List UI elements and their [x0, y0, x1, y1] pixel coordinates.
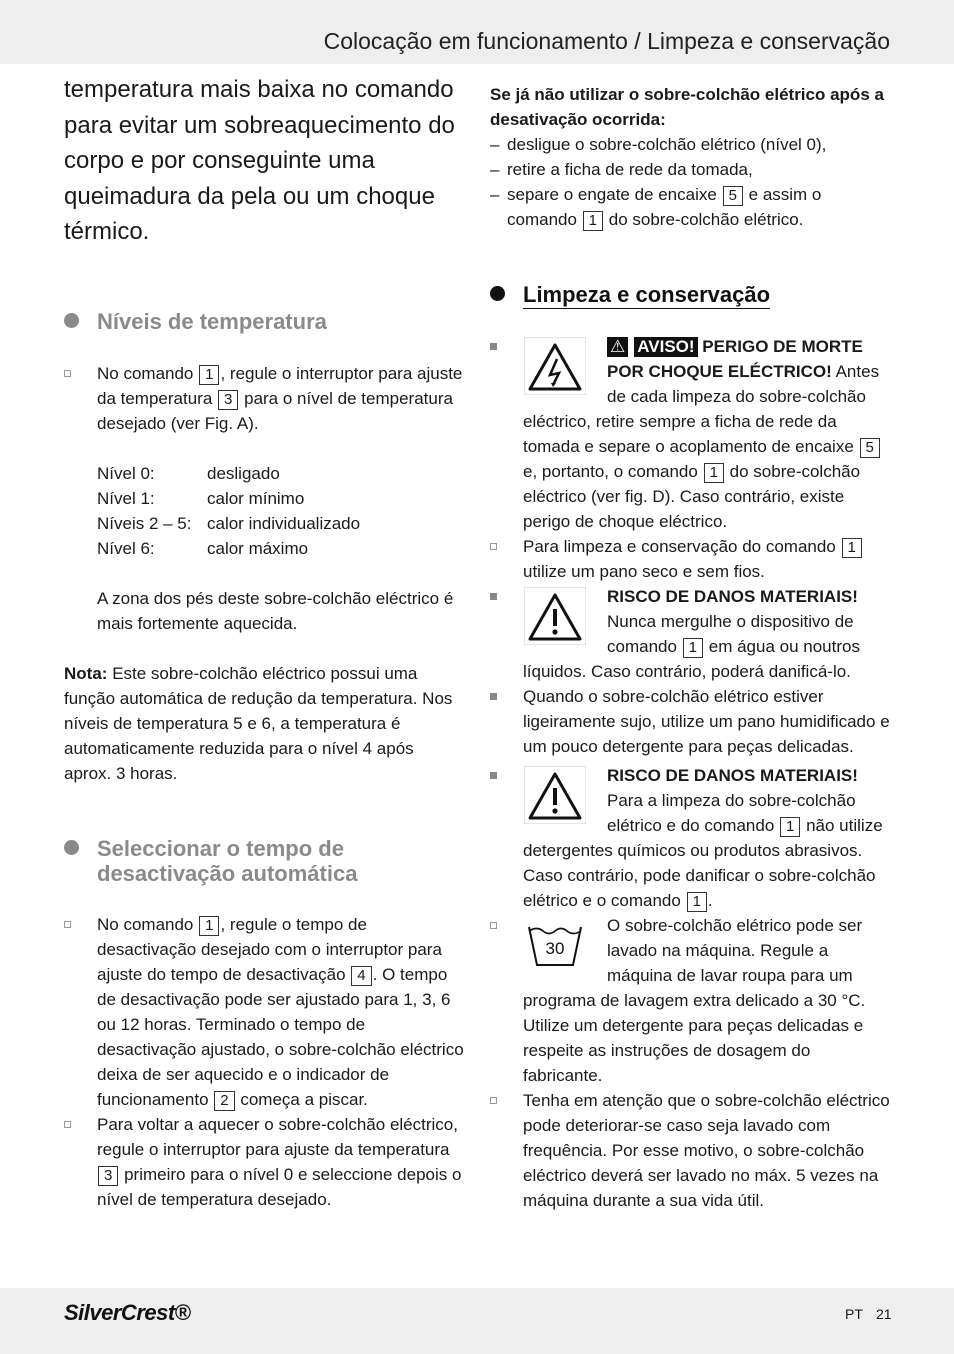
levels-list: [64, 461, 464, 561]
dash: –: [490, 160, 500, 179]
level-desc: calor mínimo: [207, 488, 305, 508]
level-desc: calor máximo: [207, 538, 309, 558]
text: Para voltar a aquecer o sobre-colchão eléctrico, regule o interruptor para ajuste da temperatura: [97, 1114, 458, 1159]
ref-number: 1: [683, 638, 703, 658]
text: Para a limpeza do sobre-colchão elétrico e do comando: [607, 791, 856, 835]
level-row: [97, 536, 464, 561]
text: , regule o tempo de desactivação desejado com o interruptor para ajuste do tempo de desactivação: [97, 914, 442, 984]
section-title: Limpeza e conservação: [523, 282, 771, 307]
warning-title: PERIGO DE MORTE POR CHOQUE ELÉCTRICO!: [607, 337, 863, 381]
warning-icon: [523, 763, 587, 827]
checkbox-bullet: [490, 922, 497, 929]
dash-item: [490, 157, 890, 182]
list-item: [64, 361, 464, 436]
after-off-title: Se já não utilizar o sobre-colchão elétrico após a desativação ocorrida:: [490, 85, 884, 129]
text: para o nível de temperatura desejado (ver Fig. A).: [97, 388, 453, 433]
text: e, portanto, o comando: [523, 462, 698, 481]
intro-text: temperatura mais baixa no comando para evitar um sobreaquecimento do corpo e por conseguinte uma queimadura da pela ou um choque térmico.: [64, 76, 455, 245]
bullet-dot: [490, 286, 505, 301]
text: Quando o sobre-colchão elétrico estiver ligeiramente sujo, utilize um pano humidificado e um pouco detergente para peças delicadas.: [523, 687, 890, 756]
text: não utilize detergentes químicos ou produtos abrasivos. Caso contrário, pode danificar o sobre-colchão elétrico e o comando: [523, 816, 883, 910]
page-language: PT: [845, 1306, 863, 1322]
checkbox-bullet: [490, 543, 497, 550]
section-title: Seleccionar o tempo de desactivação automática: [97, 835, 358, 886]
text: Para limpeza e conservação do comando: [523, 537, 836, 556]
right-column: [490, 70, 890, 1213]
page-number: 21: [876, 1306, 892, 1322]
level-row: [97, 511, 464, 536]
ref-number: 3: [218, 390, 238, 410]
level-desc: calor individualizado: [207, 513, 361, 533]
ref-number: 1: [687, 892, 707, 912]
ref-number: 3: [98, 1166, 118, 1186]
warning-item: [490, 334, 890, 534]
warning-icon: ⚠: [607, 337, 628, 357]
text: do sobre-colchão elétrico.: [608, 210, 804, 229]
filled-bullet: [490, 693, 497, 700]
note-label: Nota:: [64, 663, 108, 683]
level-name: Nível 6:: [97, 538, 155, 558]
text: e assim o comando: [507, 185, 822, 229]
text: em água ou noutros líquidos. Caso contrário, poderá danificá-lo.: [523, 637, 860, 681]
level-row: [97, 461, 464, 486]
text: . O tempo de desactivação pode ser ajustado para 1, 3, 6 ou 12 horas. Terminado o tempo de desactivação ajustado, o sobre-colchão eléctrico deixa de ser aquecido e o indicador de funcionamento: [97, 964, 464, 1109]
filled-bullet: [490, 772, 497, 779]
risk-title: RISCO DE DANOS MATERIAIS!: [607, 766, 858, 785]
feet-note: A zona dos pés deste sobre-colchão eléctrico é mais fortemente aquecida.: [97, 588, 454, 633]
page-header-title: Colocação em funcionamento / Limpeza e conservação: [323, 28, 890, 54]
warning-badge: AVISO!: [634, 337, 697, 357]
level-name: Nível 0:: [97, 463, 155, 483]
ref-number: 1: [583, 211, 603, 231]
text: desligue o sobre-colchão elétrico (nível 0),: [507, 135, 827, 154]
ref-number: 5: [860, 438, 880, 458]
text: No comando: [97, 914, 194, 934]
text: Nunca mergulhe o dispositivo de comando: [607, 612, 854, 656]
checkbox-bullet: [64, 1121, 71, 1128]
ref-number: 1: [780, 817, 800, 837]
list-item: [490, 1088, 890, 1213]
ref-number: 1: [704, 463, 724, 483]
electric-warning-icon: [523, 334, 587, 398]
text: .: [707, 891, 713, 910]
list-item: [64, 1112, 464, 1212]
text: Antes de cada limpeza do sobre-colchão eléctrico, retire sempre a ficha de rede da tomada e separe o acoplamento de encaixe: [523, 362, 880, 456]
dash: –: [490, 185, 500, 204]
text: O sobre-colchão elétrico pode ser lavado na máquina. Regule a máquina de lavar roupa para um programa de lavagem extra delicado a 30 °C. Utilize um detergente para peças delicadas e respeite as instruções de dosagem do fabricante.: [523, 916, 866, 1085]
bullet-dot: [64, 840, 79, 855]
text: separe o engate de encaixe: [507, 185, 717, 204]
risk-item: [490, 584, 890, 684]
level-name: Níveis 2 – 5:: [97, 513, 192, 533]
list-item: [490, 684, 890, 759]
text: , regule o interruptor para ajuste da temperatura: [97, 363, 463, 408]
dash: –: [490, 135, 500, 154]
level-desc: desligado: [207, 463, 280, 483]
list-item: [490, 913, 890, 1088]
risk-item: [490, 763, 890, 913]
list-item: [64, 912, 464, 1112]
ref-number: 4: [351, 966, 371, 986]
warning-icon: [523, 584, 587, 648]
checkbox-bullet: [64, 921, 71, 928]
note-paragraph: [64, 661, 464, 786]
section-heading-temperature: [64, 309, 464, 334]
ref-number: 1: [199, 916, 219, 936]
level-name: Nível 1:: [97, 488, 155, 508]
risk-title: RISCO DE DANOS MATERIAIS!: [607, 587, 858, 606]
left-column: [64, 70, 464, 1212]
text: No comando: [97, 363, 194, 383]
section-heading-cleaning: [490, 282, 890, 309]
text: retire a ficha de rede da tomada,: [507, 160, 753, 179]
level-row: [97, 486, 464, 511]
ref-number: 1: [842, 538, 862, 558]
checkbox-bullet: [490, 1097, 497, 1104]
list-item: [490, 534, 890, 584]
wash-30-icon: [523, 913, 587, 977]
ref-number: 5: [723, 186, 743, 206]
text: Tenha em atenção que o sobre-colchão eléctrico pode deteriorar-se caso seja lavado com frequência. Por esse motivo, o sobre-colchão eléctrico deverá ser lavado no máx. 5 vezes na máquina durante a sua vida útil.: [523, 1091, 890, 1210]
dash-item: [490, 132, 890, 157]
bullet-dot: [64, 313, 79, 328]
section-title: Níveis de temperatura: [97, 308, 327, 334]
ref-number: 1: [199, 365, 219, 385]
wash-temp: 30: [545, 939, 565, 958]
filled-bullet: [490, 343, 497, 350]
text: utilize um pano seco e sem fios.: [523, 562, 765, 581]
filled-bullet: [490, 593, 497, 600]
ref-number: 2: [214, 1091, 234, 1111]
text: começa a piscar.: [240, 1089, 368, 1109]
note-text: Este sobre-colchão eléctrico possui uma função automática de redução da temperatura. Nos níveis de temperatura 5 e 6, a temperatura é automaticamente reduzida para o nível 4 após aprox. 3 horas.: [64, 663, 453, 783]
brand-logo: SilverCrest®: [64, 1300, 191, 1325]
checkbox-bullet: [64, 370, 71, 377]
text: primeiro para o nível 0 e seleccione depois o nível de temperatura desejado.: [97, 1164, 462, 1209]
text: do sobre-colchão eléctrico (ver fig. D). Caso contrário, existe perigo de choque eléctrico.: [523, 462, 861, 531]
dash-item: [490, 182, 890, 232]
section-heading-auto-off: [64, 836, 464, 886]
